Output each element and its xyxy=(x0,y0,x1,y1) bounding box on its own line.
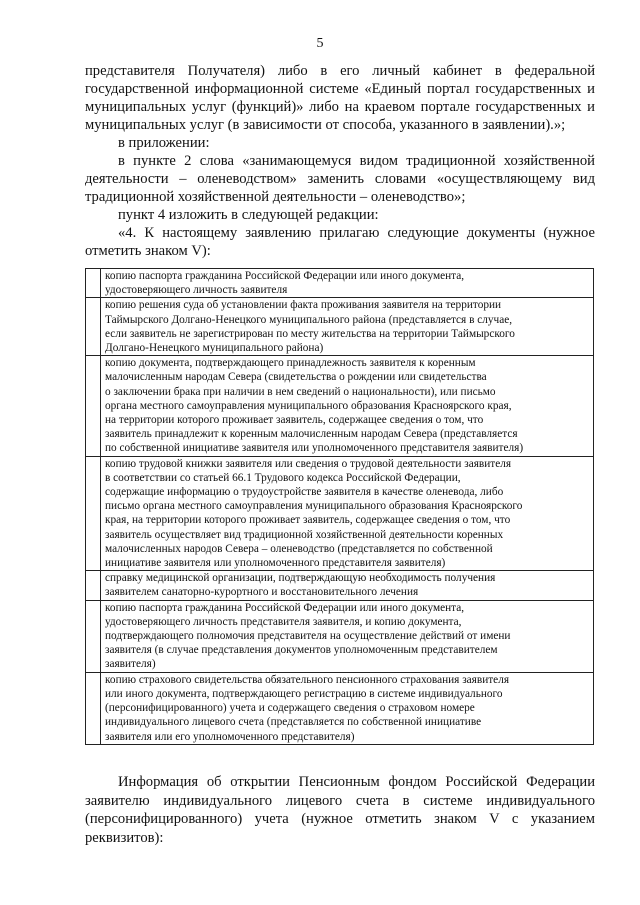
table-row xyxy=(86,269,594,298)
appendix-heading: в приложении: xyxy=(118,135,210,151)
document-description-cell xyxy=(101,600,594,672)
table-row xyxy=(86,600,594,672)
document-body-top xyxy=(85,62,595,260)
pension-info-block xyxy=(85,773,595,847)
checkbox-cell[interactable] xyxy=(86,456,101,571)
documents-table xyxy=(85,268,594,745)
document-description-cell xyxy=(101,456,594,571)
document-description-cell xyxy=(101,571,594,600)
page-number: 5 xyxy=(316,36,324,51)
document-description: копию паспорта гражданина Российской Федерации или иного документа, удостоверяющего личность представителя заявителя, и копию документа, подтверждающего полномочия представителя на осуществление действий от имени заявителя (в случае представления документов уполномоченным представителем заявителя) xyxy=(105,601,511,671)
point4-quote: «4. К настоящему заявлению прилагаю следующие документы (нужное отметить знаком V): xyxy=(85,225,595,259)
document-description: копию решения суда об установлении факта проживания заявителя на территории Таймырского Долгано-Ненецкого муниципального района (представляется в случае, если заявитель не зарегистрирован по месту жительства на территории Таймырского Долгано-Ненецкого муниципального района) xyxy=(105,299,515,355)
document-description: справку медицинской организации, подтверждающую необходимость получения заявителем санаторно-курортного и восстановительного лечения xyxy=(105,572,496,599)
checkbox-cell[interactable] xyxy=(86,571,101,600)
table-row xyxy=(86,298,594,356)
document-description-cell xyxy=(101,356,594,456)
checkbox-cell[interactable] xyxy=(86,269,101,298)
checkbox-cell[interactable] xyxy=(86,356,101,456)
checkbox-cell[interactable] xyxy=(86,672,101,744)
continuation-paragraph: представителя Получателя) либо в его личный кабинет в федеральной государственной информационной системе «Единый портал государственных и муниципальных услуг (функций)» либо на краевом портале государственных и муниципальных услуг (в зависимости от способа, указанного в заявлении).»; xyxy=(85,63,595,133)
checkbox-cell[interactable] xyxy=(86,600,101,672)
checkbox-cell[interactable] xyxy=(86,298,101,356)
document-description: копию страхового свидетельства обязательного пенсионного страхования заявителя или иного документа, подтверждающего регистрацию в системе индивидуального (персонифицированного) учета и содержащего сведения о страховом номере индивидуального лицевого счета (представляется по собственной инициативе заявителя или его уполномоченного представителя) xyxy=(105,673,510,743)
document-description: копию паспорта гражданина Российской Федерации или иного документа, удостоверяющего личность заявителя xyxy=(105,270,465,297)
table-row xyxy=(86,456,594,571)
document-description: копию трудовой книжки заявителя или сведения о трудовой деятельности заявителя в соответствии со статьей 66.1 Трудового кодекса Российской Федерации, содержащие информацию о трудоустройстве заявителя в качестве оленевода, либо письмо органа местного самоуправления муниципального образования Красноярского края, на территории которого проживает заявитель, содержащее сведения о том, что заявитель осуществляет вид традиционной хозяйственной деятельности коренных малочисленных народов Севера – оленеводство (представляется по собственной инициативе заявителя или уполномоченного представителя заявителя) xyxy=(105,457,523,570)
point2-paragraph: в пункте 2 слова «занимающемуся видом традиционной хозяйственной деятельности – оленеводством» заменить словами «осуществляющему вид традиционной хозяйственной деятельности – оленеводство»; xyxy=(85,153,595,205)
table-row xyxy=(86,672,594,744)
table-row xyxy=(86,356,594,456)
pension-info-paragraph: Информация об открытии Пенсионным фондом Российской Федерации заявителю индивидуального лицевого счета в системе индивидуального (персонифицированного) учета (нужное отметить знаком V с указанием реквизитов): xyxy=(85,774,595,846)
table-row xyxy=(86,571,594,600)
document-description: копию документа, подтверждающего принадлежность заявителя к коренным малочисленным народам Севера (свидетельства о рождении или свидетельства о заключении брака при наличии в нем сведений о национальности), или письмо органа местного самоуправления муниципального образования Красноярского края, на территории которого проживает заявитель, содержащее сведения о том, что заявитель принадлежит к коренным малочисленным народам Севера (представляется по собственной инициативе заявителя или уполномоченного представителя заявителя) xyxy=(105,357,524,455)
document-description-cell xyxy=(101,298,594,356)
point4-intro: пункт 4 изложить в следующей редакции: xyxy=(118,207,379,223)
document-description-cell xyxy=(101,269,594,298)
document-description-cell xyxy=(101,672,594,744)
